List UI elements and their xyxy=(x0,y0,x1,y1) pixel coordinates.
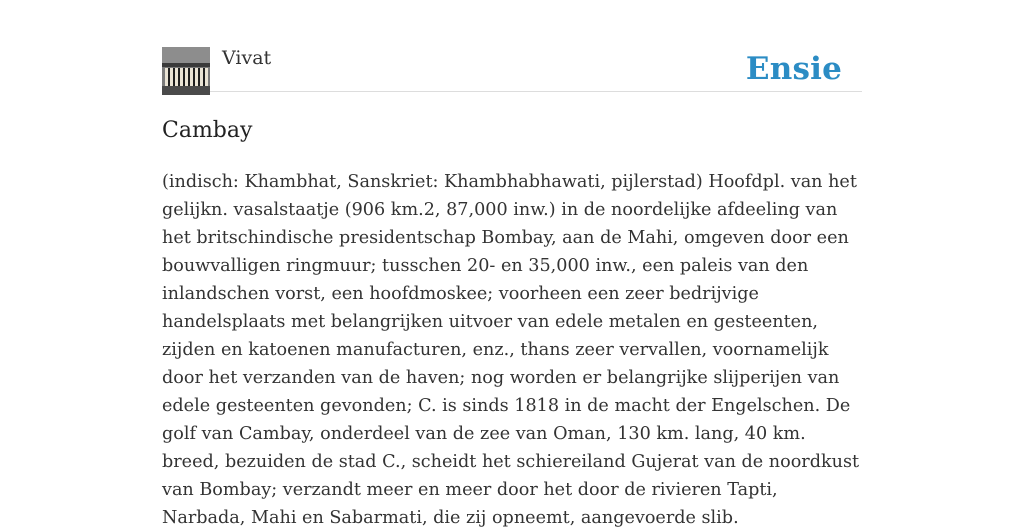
header xyxy=(162,47,862,92)
brand-logo[interactable]: Ensie xyxy=(745,51,842,87)
page-title: Cambay xyxy=(162,118,253,143)
author-name[interactable]: Vivat xyxy=(222,47,272,69)
typewriter-keys-icon xyxy=(162,47,210,95)
article-body: (indisch: Khambhat, Sanskriet: Khambhabhawati, pijlerstad) Hoofdpl. van het gelijkn. vasalstaatje (906 km.2, 87,000 inw.) in de noordelijke afdeeling van het britschindische presidentschap Bombay, aan de Mahi, omgeven door een bouwvalligen ringmuur; tusschen 20- en 35,000 inw., een paleis van den inlandschen vorst, een hoofdmoskee; voorheen een zeer bedrijvige handelsplaats met belangrijken uitvoer van edele metalen en gesteenten, zijden en katoenen manufacturen, enz., thans zeer vervallen, voornamelijk door het verzanden van de haven; nog worden er belangrijke slijperijen van edele gesteenten gevonden; C. is sinds 1818 in de macht der Engelschen. De golf van Cambay, onderdeel van de zee van Oman, 130 km. lang, 40 km. breed, bezuiden de stad C., scheidt het schiereiland Gujerat van de noordkust van Bombay; verzandt meer en meer door het door de rivieren Tapti, Narbada, Mahi en Sabarmati, die zij opneemt, aangevoerde slib. xyxy=(162,172,860,528)
avatar[interactable] xyxy=(162,47,210,95)
